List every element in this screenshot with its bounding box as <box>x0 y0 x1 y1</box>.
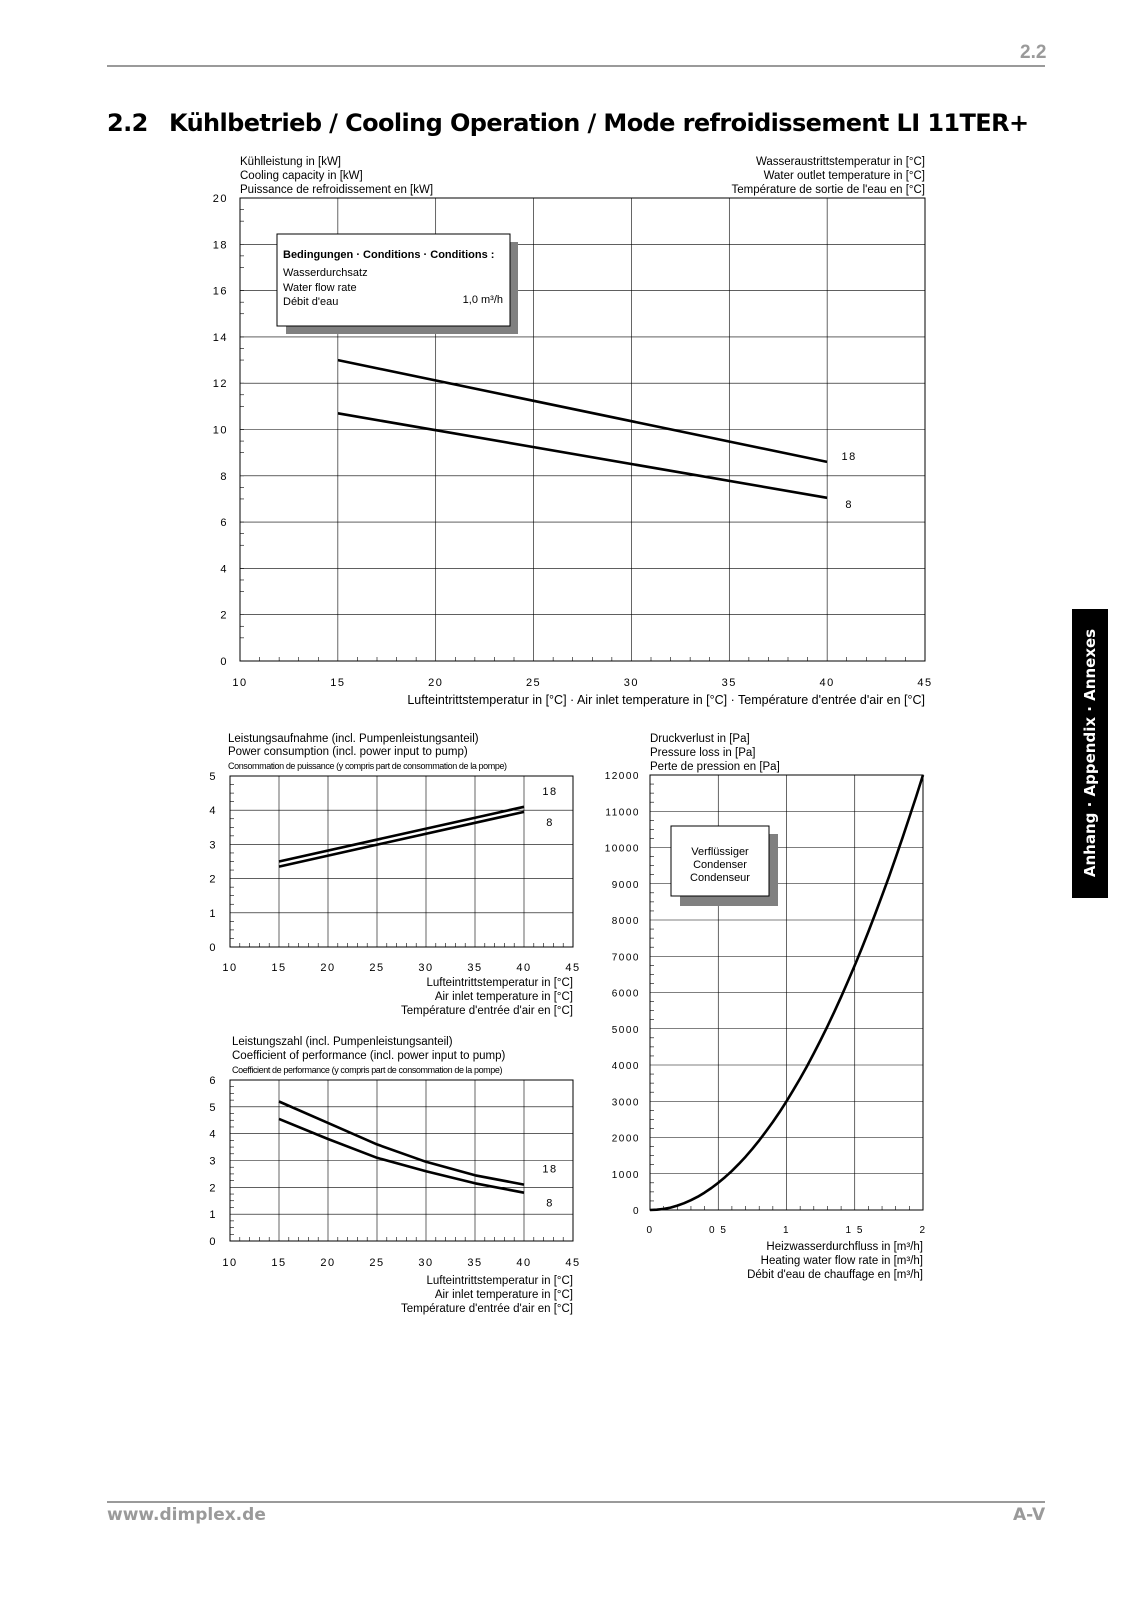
c3-ytick-label: 1 <box>209 1209 217 1222</box>
c4-ytick-label: 9000 <box>611 879 640 891</box>
title-number: 2.2 <box>107 109 148 137</box>
c1-conditions-box <box>277 234 510 326</box>
c4-ytick-label: 4000 <box>611 1061 640 1072</box>
c1-ytick-label: 18 <box>212 239 228 252</box>
c3-xlabel-fr: Température d'entrée d'air en [°C] <box>401 1303 573 1315</box>
c3-ytick-label: 6 <box>209 1075 217 1087</box>
c2-xtick-label: 30 <box>418 962 434 974</box>
c2-xtick-label: 15 <box>271 962 287 974</box>
c3-ytick-label: 2 <box>209 1182 217 1195</box>
c2-series-label-8: 8 <box>546 816 554 829</box>
c2-series-line-18 <box>279 807 524 862</box>
title-text: Kühlbetrieb / Cooling Operation / Mode refroidissement LI 11TER+ <box>169 109 1029 137</box>
side-tab[interactable] <box>1072 609 1108 898</box>
c2-ytick-label: 4 <box>209 805 217 818</box>
c2-ytick-label: 0 <box>209 942 217 954</box>
c3-ytick-label: 4 <box>209 1128 217 1141</box>
c4-ytick-label: 2000 <box>611 1133 640 1145</box>
c1-xtick-label: 25 <box>525 677 542 689</box>
c4-ytick-label: 1000 <box>611 1169 640 1181</box>
c3-ytick-label: 3 <box>209 1155 217 1168</box>
c1-conditions-title: Bedingungen · Conditions · Conditions : <box>283 249 495 261</box>
chart-pressure-loss <box>595 728 940 1288</box>
header-rule <box>107 65 1045 67</box>
c1-ytick-label: 16 <box>212 285 228 298</box>
c1-ylabel-de: Kühlleistung in [kW] <box>240 156 341 168</box>
c2-ylabel-fr: Consommation de puissance (y compris part de consommation de la pompe) <box>228 761 507 771</box>
c1-conditions-line1: Wasserdurchsatz <box>283 267 368 279</box>
c4-legend-line2: Condenser <box>693 859 747 871</box>
c4-ytick-label: 8000 <box>611 916 640 927</box>
footer-rule <box>107 1501 1045 1503</box>
c4-ylabel-en: Pressure loss in [Pa] <box>650 747 756 759</box>
c4-ytick-label: 7000 <box>611 952 640 964</box>
c1-serieslabel-de: Wasseraustrittstemperatur in [°C] <box>755 156 925 168</box>
c1-xtick-label: 40 <box>819 677 835 689</box>
c4-ytick-label: 6000 <box>611 988 640 1000</box>
c1-xtick-label: 30 <box>623 677 640 689</box>
c1-xlabel: Lufteintrittstemperatur in [°C] · Air inlet temperature in [°C] · Température d'entrée d'air en [°C] <box>407 693 925 707</box>
c3-xlabel-de: Lufteintrittstemperatur in [°C] <box>426 1275 573 1287</box>
c2-xlabel-de: Lufteintrittstemperatur in [°C] <box>426 977 573 989</box>
c1-series-line-18 <box>338 360 827 462</box>
c2-xtick-label: 10 <box>222 962 238 974</box>
c4-legend-line1: Verflüssiger <box>691 846 749 858</box>
c1-ytick-label: 0 <box>220 656 228 668</box>
c4-ylabel-de: Druckverlust in [Pa] <box>650 733 750 745</box>
c1-ytick-label: 4 <box>220 563 228 576</box>
c4-xlabel-de: Heizwasserdurchfluss in [m³/h] <box>766 1241 923 1253</box>
c1-xtick-label: 45 <box>917 677 933 689</box>
c2-series-label-18: 18 <box>542 785 558 798</box>
c1-ytick-label: 10 <box>212 424 228 437</box>
c2-xtick-label: 45 <box>565 962 581 974</box>
footer-page-number: A-V <box>1013 1505 1046 1525</box>
chart-cop <box>200 1032 590 1322</box>
page-title <box>107 109 1028 137</box>
c2-xlabel-fr: Température d'entrée d'air en [°C] <box>401 1005 573 1017</box>
c4-ytick-label: 5000 <box>611 1024 640 1036</box>
c3-xtick-label: 15 <box>271 1257 287 1269</box>
c3-ytick-label: 0 <box>209 1236 217 1248</box>
c1-series-line-8 <box>338 413 827 498</box>
c4-ylabel-fr: Perte de pression en [Pa] <box>650 761 780 773</box>
chart-power-consumption <box>200 728 590 1023</box>
c3-xtick-label: 20 <box>320 1257 336 1269</box>
c3-series-label-8: 8 <box>546 1197 554 1210</box>
c2-ytick-label: 2 <box>209 873 217 886</box>
c1-xtick-label: 35 <box>721 677 737 689</box>
c4-xtick-label: 0 5 <box>709 1225 728 1236</box>
c2-series-line-8 <box>279 812 524 867</box>
header-section-number: 2.2 <box>1020 42 1047 63</box>
c2-ylabel-de: Leistungsaufnahme (incl. Pumpenleistungsanteil) <box>228 733 479 745</box>
c2-xtick-label: 35 <box>467 962 483 974</box>
c4-xtick-label: 1 5 <box>845 1225 864 1236</box>
side-tab-label: Anhang · Appendix · Annexes <box>1081 628 1099 878</box>
c1-conditions-line2: Water flow rate <box>283 282 357 294</box>
c3-xtick-label: 45 <box>565 1257 581 1269</box>
chart-cooling-capacity <box>200 150 945 715</box>
c3-xlabel-en: Air inlet temperature in [°C] <box>434 1289 573 1301</box>
c3-xtick-label: 35 <box>467 1257 483 1269</box>
c1-ylabel-fr: Puissance de refroidissement en [kW] <box>240 184 434 196</box>
c1-ytick-label: 6 <box>220 517 228 530</box>
c3-xtick-label: 10 <box>222 1257 238 1269</box>
c3-xtick-label: 30 <box>418 1257 434 1269</box>
c4-xtick-label: 2 <box>919 1225 927 1236</box>
c2-xlabel-en: Air inlet temperature in [°C] <box>434 991 573 1003</box>
c1-ytick-label: 2 <box>220 609 228 622</box>
c1-ytick-label: 20 <box>212 193 228 205</box>
c4-xlabel-fr: Débit d'eau de chauffage en [m³/h] <box>747 1269 923 1281</box>
c2-ylabel-en: Power consumption (incl. power input to pump) <box>228 746 468 758</box>
c1-conditions-line3: Débit d'eau <box>283 296 339 308</box>
c3-xtick-label: 40 <box>516 1257 532 1269</box>
c4-ytick-label: 10000 <box>604 843 640 855</box>
c4-ytick-label: 0 <box>632 1206 640 1217</box>
c2-ytick-label: 5 <box>209 771 217 783</box>
c4-ytick-label: 3000 <box>611 1097 640 1109</box>
c3-ylabel-en: Coefficient of performance (incl. power input to pump) <box>232 1050 506 1062</box>
c2-xtick-label: 40 <box>516 962 532 974</box>
c1-ytick-label: 12 <box>212 378 228 391</box>
c1-series-label-18: 18 <box>841 450 857 463</box>
c4-ytick-label: 11000 <box>605 807 640 819</box>
c4-xlabel-en: Heating water flow rate in [m³/h] <box>760 1255 923 1267</box>
c4-ytick-label: 12000 <box>604 771 640 782</box>
c3-series-line-18 <box>279 1102 524 1185</box>
c1-conditions-value: 1,0 m³/h <box>462 294 503 306</box>
c1-ytick-label: 8 <box>220 470 228 483</box>
c3-series-line-8 <box>279 1119 524 1193</box>
c1-xtick-label: 10 <box>232 677 248 689</box>
c3-ytick-label: 5 <box>209 1101 217 1114</box>
c1-xtick-label: 20 <box>428 677 444 689</box>
c1-series-label-8: 8 <box>845 498 853 511</box>
c4-xtick-label: 0 <box>646 1225 654 1236</box>
c1-ytick-label: 14 <box>212 331 228 344</box>
c3-ylabel-fr: Coefficient de performance (y compris part de consommation de la pompe) <box>232 1065 503 1075</box>
c2-ytick-label: 1 <box>209 907 217 920</box>
c3-series-label-18: 18 <box>542 1163 558 1176</box>
c1-serieslabel-en: Water outlet temperature in [°C] <box>763 170 925 182</box>
footer-url[interactable]: www.dimplex.de <box>107 1505 266 1525</box>
c4-legend-line3: Condenseur <box>690 872 750 884</box>
c4-xtick-label: 1 <box>782 1225 791 1236</box>
c1-xtick-label: 15 <box>330 677 346 689</box>
c2-ytick-label: 3 <box>209 839 217 852</box>
c2-xtick-label: 25 <box>369 962 385 974</box>
c1-serieslabel-fr: Température de sortie de l'eau en [°C] <box>731 184 925 196</box>
c2-xtick-label: 20 <box>320 962 336 974</box>
c3-xtick-label: 25 <box>369 1257 385 1269</box>
c1-ylabel-en: Cooling capacity in [kW] <box>240 170 363 182</box>
c3-ylabel-de: Leistungszahl (incl. Pumpenleistungsanteil) <box>232 1036 453 1048</box>
